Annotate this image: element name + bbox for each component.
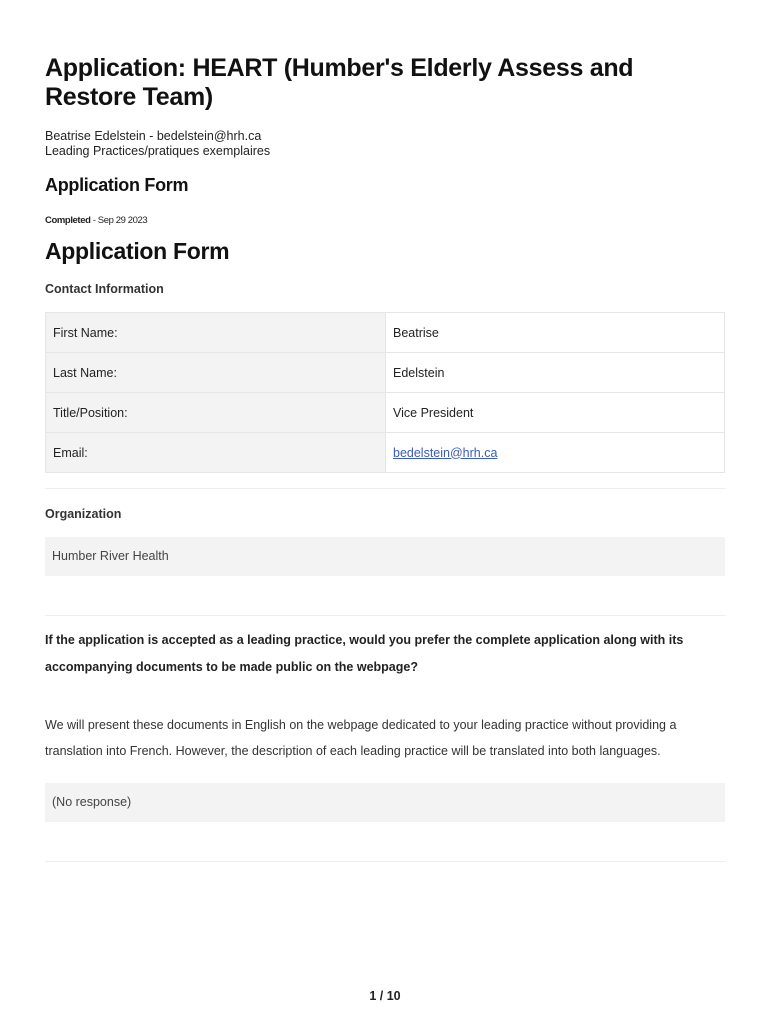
document-title: Application: HEART (Humber's Elderly Assess and Restore Team) [45, 54, 634, 111]
last-name-label: Last Name: [46, 353, 386, 393]
organization-heading: Organization [45, 507, 122, 521]
email-cell [386, 433, 725, 473]
publication-question [45, 627, 725, 681]
title-value: Vice President [386, 393, 725, 433]
divider [45, 488, 725, 489]
first-name-label: First Name: [46, 313, 386, 353]
table-row [46, 353, 725, 393]
table-row [46, 393, 725, 433]
organization-value: Humber River Health [45, 537, 725, 576]
table-row [46, 313, 725, 353]
title-label: Title/Position: [46, 393, 386, 433]
last-name-value: Edelstein [386, 353, 725, 393]
publication-answer: (No response) [45, 783, 725, 822]
form-heading: Application Form [45, 175, 189, 195]
document-meta [45, 129, 270, 159]
description-line: translation into French. However, the description of each leading practice will be translated into both languages. [45, 744, 661, 758]
email-label: Email: [46, 433, 386, 473]
section-heading: Application Form [45, 238, 230, 264]
email-link[interactable]: bedelstein@hrh.ca [393, 445, 498, 460]
contact-table [45, 312, 725, 473]
author-line: Beatrise Edelstein - bedelstein@hrh.ca [45, 129, 262, 143]
question-line: accompanying documents to be made public on the webpage? [45, 660, 418, 674]
status-date: - Sep 29 2023 [92, 215, 148, 226]
divider [45, 615, 725, 616]
page-indicator: 1 / 10 [369, 989, 401, 1003]
divider [45, 861, 725, 862]
question-line: If the application is accepted as a leading practice, would you prefer the complete application along with its [45, 633, 684, 647]
category-line: Leading Practices/pratiques exemplaires [45, 144, 271, 158]
table-row [46, 433, 725, 473]
description-line: We will present these documents in English on the webpage dedicated to your leading practice without providing a [45, 718, 677, 732]
form-status [45, 215, 147, 226]
contact-info-heading: Contact Information [45, 282, 164, 296]
status-label: Completed [45, 215, 91, 226]
publication-description [45, 712, 725, 764]
first-name-value: Beatrise [386, 313, 725, 353]
